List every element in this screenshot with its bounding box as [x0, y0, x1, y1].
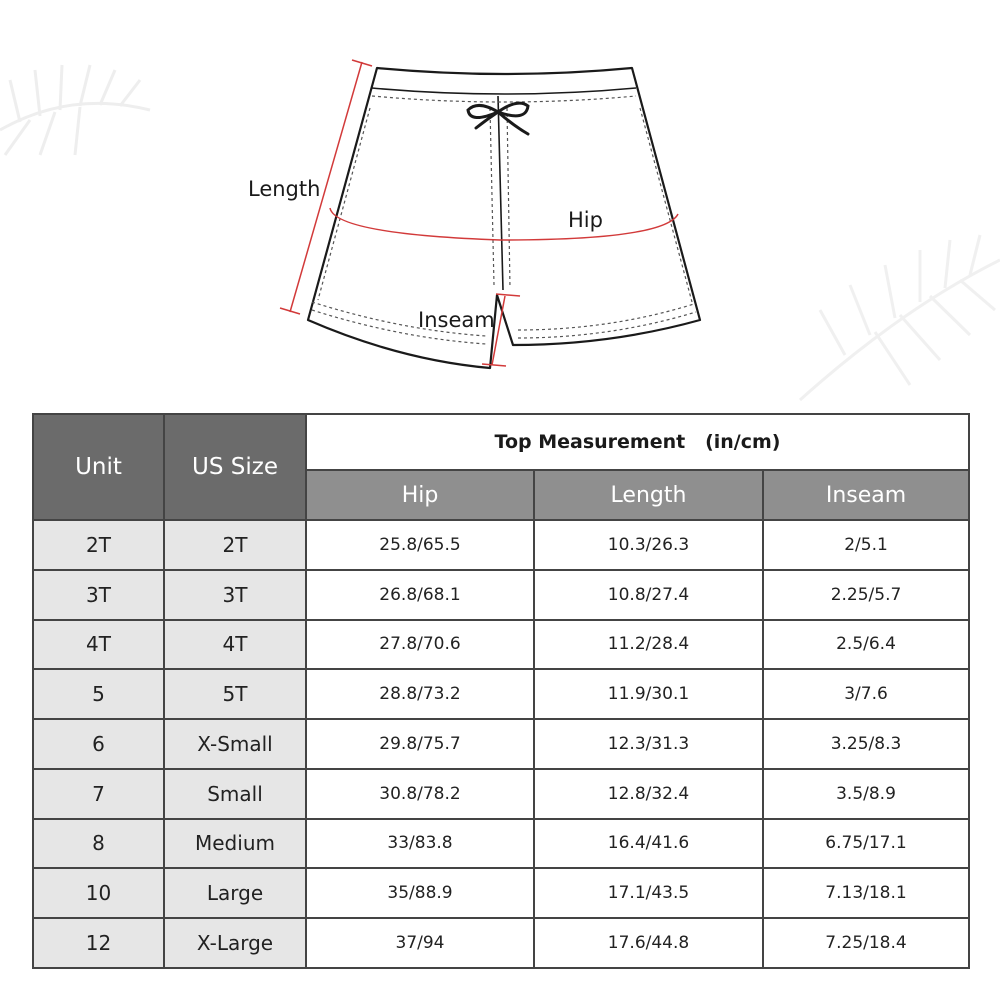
cell-hip: 35/88.9 — [306, 868, 534, 918]
header-us-size: US Size — [164, 414, 306, 520]
cell-hip: 30.8/78.2 — [306, 769, 534, 819]
cell-length: 17.1/43.5 — [534, 868, 763, 918]
header-top-measurement: Top Measurement (in/cm) — [306, 414, 969, 470]
cell-unit: 5 — [33, 669, 164, 719]
cell-length: 12.3/31.3 — [534, 719, 763, 769]
cell-us-size: Small — [164, 769, 306, 819]
cell-hip: 25.8/65.5 — [306, 520, 534, 570]
table-row — [33, 719, 969, 769]
hip-label: Hip — [568, 208, 603, 232]
cell-inseam: 3.5/8.9 — [763, 769, 969, 819]
cell-us-size: X-Small — [164, 719, 306, 769]
shorts-measurement-diagram — [0, 0, 1000, 400]
cell-length: 11.2/28.4 — [534, 620, 763, 670]
cell-length: 10.3/26.3 — [534, 520, 763, 570]
table-row — [33, 520, 969, 570]
cell-inseam: 2.25/5.7 — [763, 570, 969, 620]
table-row — [33, 669, 969, 719]
cell-inseam: 6.75/17.1 — [763, 819, 969, 869]
header-hip: Hip — [306, 470, 534, 520]
cell-us-size: 3T — [164, 570, 306, 620]
cell-inseam: 2/5.1 — [763, 520, 969, 570]
cell-hip: 26.8/68.1 — [306, 570, 534, 620]
cell-us-size: 2T — [164, 520, 306, 570]
cell-hip: 27.8/70.6 — [306, 620, 534, 670]
cell-length: 16.4/41.6 — [534, 819, 763, 869]
cell-us-size: 4T — [164, 620, 306, 670]
cell-us-size: X-Large — [164, 918, 306, 968]
cell-hip: 29.8/75.7 — [306, 719, 534, 769]
cell-hip: 37/94 — [306, 918, 534, 968]
length-label: Length — [248, 177, 321, 201]
cell-length: 11.9/30.1 — [534, 669, 763, 719]
cell-inseam: 7.13/18.1 — [763, 868, 969, 918]
cell-unit: 6 — [33, 719, 164, 769]
cell-inseam: 3.25/8.3 — [763, 719, 969, 769]
size-chart-body — [33, 520, 969, 968]
inseam-label: Inseam — [418, 308, 495, 332]
table-row — [33, 620, 969, 670]
cell-us-size: 5T — [164, 669, 306, 719]
header-length: Length — [534, 470, 763, 520]
cell-unit: 4T — [33, 620, 164, 670]
cell-length: 12.8/32.4 — [534, 769, 763, 819]
cell-length: 10.8/27.4 — [534, 570, 763, 620]
header-inseam: Inseam — [763, 470, 969, 520]
cell-us-size: Large — [164, 868, 306, 918]
cell-inseam: 2.5/6.4 — [763, 620, 969, 670]
table-row — [33, 769, 969, 819]
cell-unit: 3T — [33, 570, 164, 620]
table-row — [33, 868, 969, 918]
cell-length: 17.6/44.8 — [534, 918, 763, 968]
cell-hip: 28.8/73.2 — [306, 669, 534, 719]
cell-inseam: 3/7.6 — [763, 669, 969, 719]
cell-unit: 2T — [33, 520, 164, 570]
cell-unit: 8 — [33, 819, 164, 869]
cell-inseam: 7.25/18.4 — [763, 918, 969, 968]
header-unit: Unit — [33, 414, 164, 520]
table-row — [33, 819, 969, 869]
cell-unit: 7 — [33, 769, 164, 819]
cell-hip: 33/83.8 — [306, 819, 534, 869]
cell-unit: 10 — [33, 868, 164, 918]
cell-unit: 12 — [33, 918, 164, 968]
size-chart-table — [32, 413, 970, 969]
table-row — [33, 570, 969, 620]
table-row — [33, 918, 969, 968]
cell-us-size: Medium — [164, 819, 306, 869]
